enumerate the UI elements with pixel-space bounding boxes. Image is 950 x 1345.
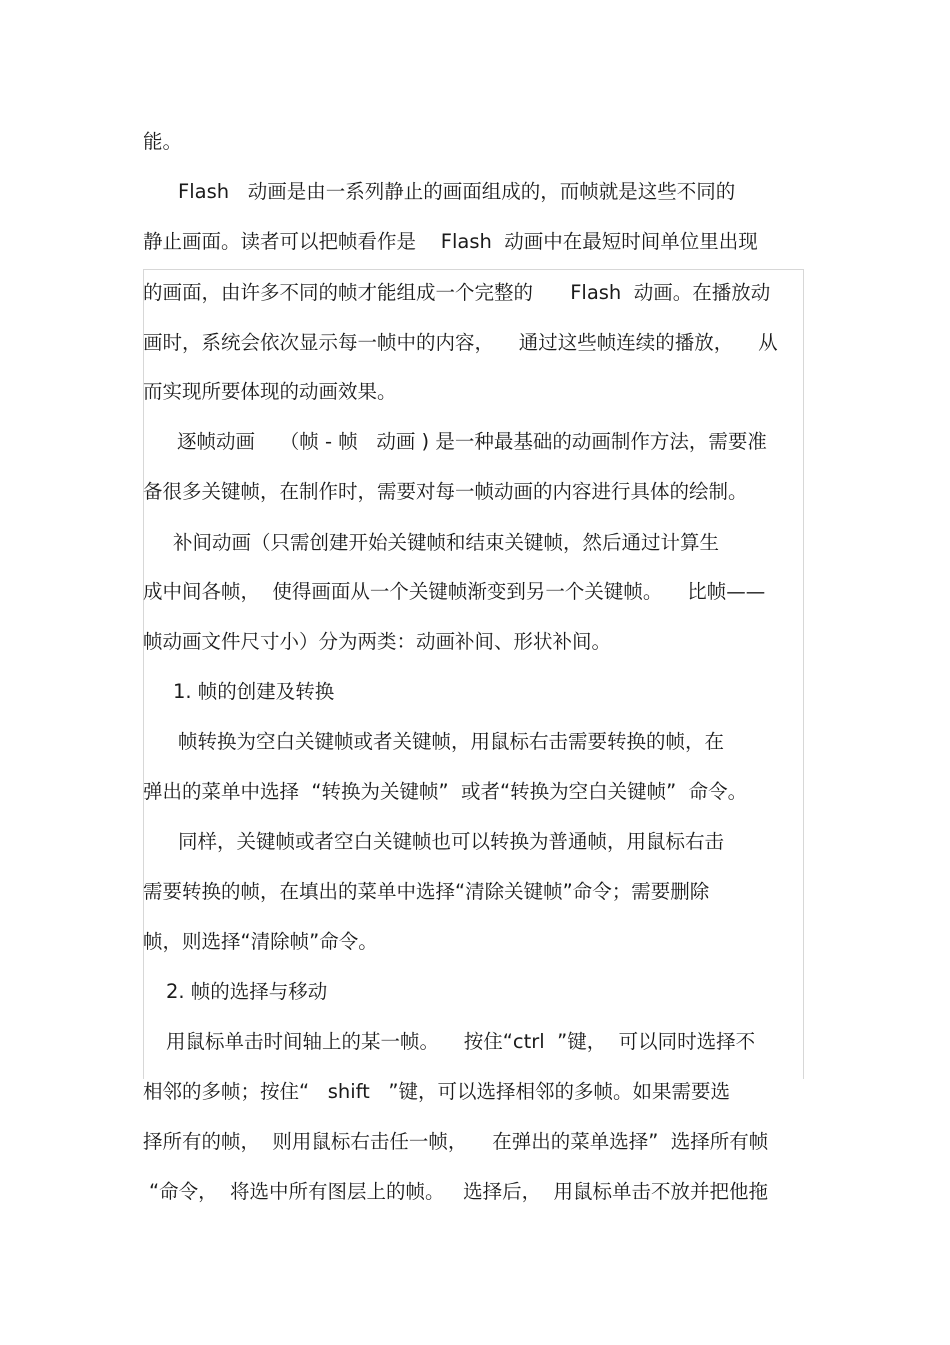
text-line-3: 静止画面。读者可以把帧看作是 Flash 动画中在最短时间单位里出现 xyxy=(143,230,758,253)
text-line-16: 需要转换的帧，在填出的菜单中选择“清除关键帧”命令；需要删除 xyxy=(143,880,710,903)
text-line-17: 帧，则选择“清除帧”命令。 xyxy=(143,930,378,953)
text-line-15: 同样，关键帧或者空白关键帧也可以转换为普通帧，用鼠标右击 xyxy=(178,830,725,853)
frame-right-border xyxy=(803,269,804,1079)
text-line-8: 备很多关键帧，在制作时，需要对每一帧动画的内容进行具体的绘制。 xyxy=(143,480,748,503)
text-line-14: 弹出的菜单中选择 “转换为关键帧” 或者“转换为空白关键帧” 命令。 xyxy=(143,780,748,803)
text-line-13: 帧转换为空白关键帧或者关键帧，用鼠标右击需要转换的帧，在 xyxy=(178,730,725,753)
frame-top-border xyxy=(143,269,804,270)
text-line-19: 用鼠标单击时间轴上的某一帧。 按住“ctrl ”键， 可以同时选择不 xyxy=(166,1030,756,1053)
text-line-18: 2. 帧的选择与移动 xyxy=(166,980,328,1003)
text-line-7: 逐帧动画 （帧 - 帧 动画 ) 是一种最基础的动画制作方法，需要准 xyxy=(177,430,767,453)
text-line-9: 补间动画（只需创建开始关键帧和结束关键帧，然后通过计算生 xyxy=(173,531,720,554)
text-line-10: 成中间各帧， 使得画面从一个关键帧渐变到另一个关键帧。 比帧—— xyxy=(143,580,766,603)
text-line-6: 而实现所要体现的动画效果。 xyxy=(143,380,397,403)
text-line-12: 1. 帧的创建及转换 xyxy=(173,680,335,703)
text-line-1: 能。 xyxy=(143,130,183,153)
text-line-22: “命令， 将选中所有图层上的帧。 选择后， 用鼠标单击不放并把他拖 xyxy=(149,1180,768,1203)
text-line-5: 画时，系统会依次显示每一帧中的内容， 通过这些帧连续的播放， 从 xyxy=(143,331,778,354)
text-line-2: Flash 动画是由一系列静止的画面组成的，而帧就是这些不同的 xyxy=(178,180,736,203)
text-line-11: 帧动画文件尺寸小）分为两类：动画补间、形状补间。 xyxy=(143,630,612,653)
text-line-21: 择所有的帧， 则用鼠标右击任一帧， 在弹出的菜单选择” 选择所有帧 xyxy=(143,1130,769,1153)
text-line-20: 相邻的多帧；按住“ shift ”键，可以选择相邻的多帧。如果需要选 xyxy=(143,1080,730,1103)
text-line-4: 的画面，由许多不同的帧才能组成一个完整的 Flash 动画。在播放动 xyxy=(143,281,771,304)
